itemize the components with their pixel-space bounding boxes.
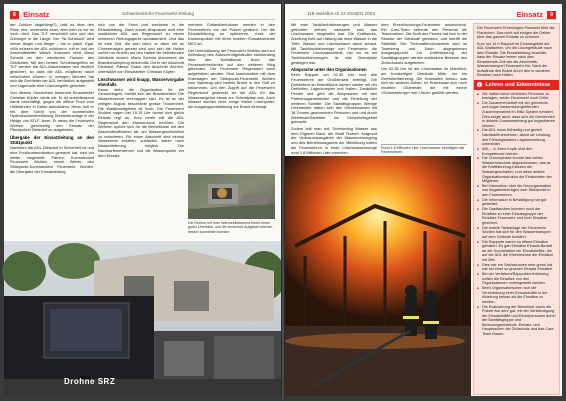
list-item: ■ Beim Organisatorischen sich die Vereinbarung einer Einsatzkräfte in der Abteilung besser als die Einsätze zu werden.: [477, 286, 556, 304]
paragraph: Beim Rapport um 02.30 Uhr sind alle Feuerwehren am Großeinsatz beteiligt. Die Drehleitern an Brandfläche kamen wieder mit der Drehleiter, Lagerkomplex und Hallen. Zusätzlich Pendel und geht die Absprachen mit den Partnerorganisationen und die Einteilung der weiteren Schritte. Die Sanitätsgruppen Wenige Lehrmeister haben sich den Gemeinsamen mit 18 Tonnen gewonnenen Personen und und durch Wehrleute/Sanitäter ins Sicherheitsgebiet gebracht.: [291, 72, 377, 125]
section-title: Einsatz: [23, 10, 50, 19]
photo-caption: Die Drohne mit ihrer Wärmebildkamera bietet einen guten Überblick, und die senkrecht Aufgaben können besser koordiniert werden.: [188, 221, 273, 234]
box-title: [474, 80, 559, 90]
list-item: ■ Wir hatten keine verletzten Personen zu beklagen, weder Feuerwehr noch Dritte.: [477, 92, 556, 101]
subheading: Übergabe der Einsatzleitung an den Stützpunkt: [10, 135, 94, 146]
page-number: 8: [10, 11, 19, 19]
right-page: [285, 4, 562, 396]
left-page: [4, 4, 281, 396]
section-title: Einsatz: [516, 10, 543, 19]
text-column-1: [10, 23, 94, 231]
paragraph: Mit zwei Tanklöschfahrzeugen und Wasser geführten stehen, nachdem sich das Löschwasser eingeleitet war. Die Kraftwerks-Zuleitung floht auf Haltung als neue Wasser in die Tiefe. Wasser und Löschschaum durch schaut. Mit Tanklöschfahrzeuge von Feuerwehr: die Feuerwehr Löschwasserlimit, von wo es mit Tanklöschfahrzeugen ist das Brandplatz gestiegen war.: [291, 22, 377, 65]
list-item: ■ Die mobile Tankanlage der Feuerwehr Wohlen hat sich für den Wassertransport auf dem Gelände bewährt.: [477, 226, 556, 240]
box-intro: Die Feuerwehr Ehrenlingen-Pisewald führt die Flanschen. Das nicht auf einigen die Gelder über das ganzen Einsatz zu schonen.: [477, 26, 555, 39]
box-title-text: Lehren und Erkenntnisse: [485, 81, 551, 88]
box-intro-2: Kurz vor 16 h Rapport im Einsatzgebiet der ADL Wallisellen, um die Löschgebäude nach dem Einsatz. Die Einsatzleitung beachtet, dass der Einsatz immer nach dem Einsatzende-Zeit wie die Abschnitts-Wassertransport Feuerwehr ein. Nach der Aufwände des Brand durch den in vorderen Einsätze noch Hallen.: [477, 41, 553, 77]
magazine-title: Schweizerische Feuerwehr-Zeitung: [122, 11, 194, 16]
paragraph: Der Unterstützung der Feuerwehr Wohlen sind zur Abfindung des Autoschrottgebäudes stundenlang über den Notfallkanal. Auch das Feuerwehrbehörden auf den weiteren Weg gebunden. Die Feuerwehr Regensdorf kann aufgehoben werden. Sind kommandiert mit dem Kranwagen der Stützpunkt-Feuerwehr Wohlen zum Nachtrag wird bereits Brand in den Griff zu bekommen. Um den Zugriff auf die Feuerwehr Regensdorf gestreckt an der ADL für das Wasserangebot etwas zur Schrottplatz aus. Auch Wasser wurden nicht einige Weise Löschpoller, die Ausgangspunktlösung zur Brand einbringt.: [188, 47, 275, 109]
paragraph: mehrere Einfamilienhäuser werden in den Feuerwehren vor der Polizei geräumt. Um die Einsatzführung so optimieren, rückt der Kantonspolizei mit ihren mobilen Einsatzzentrale MEZ an.: [188, 22, 275, 46]
magazine-issue: 118 swissfire.ch 12 2022|01 2023: [307, 11, 376, 16]
info-icon: i: [478, 81, 481, 87]
paragraph: Zudem teilt man mit: Schmieding Wasser aus dem Eigenen Bach, die Stadt Teubert. Aufgrund der Verbrauchsangaben der Wasserversorgung und des Betriebsmagazins der Mitwirkung haben die Feuerwehren in einer Löschwassermenge rund 1,8 Millionen Liter erreichen.: [291, 126, 377, 155]
list-item: ■ Die Gastfaschen konnten noch der Einsätze zu einer Einsatzgruppe der Einsätze Feuerwehr und ihrer Einsätze gesichert.: [477, 207, 556, 225]
left-page-header: [10, 10, 275, 20]
list-item: ■ Die Rapporte waren zu offene Einsätze gehalten. Es gab Einsätze Einsatz-Bedarf an der Koordination der Einsatzkräfte, die auf der ADL die Erkenntnisse der Einsätze mit Zeit.: [477, 240, 556, 263]
list-item: ■ Die Information in Bewältigung hat gut gekleidet.: [477, 198, 556, 207]
list-item: ■ ADL – in Ihren Kopfe sind den Kompetenzen keinen.: [477, 147, 556, 156]
list-item: ■ Die ADL muss frühzeitig und gezielt Nachbarfeuerwehren, damit sie Leistung des Führungsstabes Lagebeurteilung unterstützt.: [477, 128, 556, 146]
subheading: Löschwasser wird knapp, Wasservorgabe ebenfalls: [98, 76, 184, 87]
paragraph: Von diesem Geschehen bekommt Einsatzleiter Christian Küpfer nichts mit. Er ist anschliessend damit beschäftigt, gegen die offene Front vom Haltefahrten in Daten aufzuklären. Hinzu holt er mit dem Gerät von der kommenden Hydrodruckunterstützung Drehleiteranlage in der Hedge von ATLF Jener. Er weiss die Feuerwehr Wohlen, gleichzeitig den Einsatz der Pikettpolizei Dielsdorf zu aufgeboten.: [10, 89, 94, 133]
list-item: ■ Die Chronophase konnte fast neben Wassermaschine abgeschlossen, das ist die Kraftfahrzeug-Klassen die Wassergeschaden, und diese andere Organisationsstruktur die Eintauchten der Mitglieder.: [477, 156, 556, 183]
list-item: ■ Die Zusammenarbeit mit der gemeinde- und sogar kantonsübergreifenden Zusammenarbeit im Miliz-System bewährt. Dies zeigte auch, dass sich die Gemeinden in diesem Zusammenhang gut organisieren können.: [477, 101, 556, 128]
lessons-box: [473, 23, 560, 395]
right-page-header: [291, 10, 556, 20]
paragraph: Nachdem die ADL Dielsdorf in Sicherheit ist und eine Funkkommunikation gemacht hat, wird vor weiter umgestellt: Patrice, Kommandant Feuerwehr Wohlen, nimmt Weber, den Stützpunkt-Kommandant Feuerwehr Wohlen, die Übergabe der Einsatzleitung.: [10, 145, 94, 174]
text-column-1: [291, 22, 377, 155]
aerial-photo: [188, 174, 275, 219]
list-item: ■ Dies war ein Sachschaden sehr gross hat wie bei einer so grossen Einsatz Einsätze.: [477, 263, 556, 272]
paragraph: Kaum steht die Organisation für die Grossereignis, meldet sich der Brandmeister. Die Wasserreserve verknappen sich. Es ist an der zeitigen August beschränkt grosse Trockenheit, Die Waldbrandgefahr ist hoch. Die Feuerwehr Wohlen sagen bei 15.15 Uhr nimmt sich gleich Einsatz regt an. Kurz bereit will die ADL Regensdorf den Wasserdruck erhöhen. Die Wehrlen spricht sich für die Berichtkarte mit den Abschnittsoffizieren ab, um Wassergeschichtlich zu reduzieren. Für einen Abschnitt sind einmal Wasserorte erhalten, zusätzlich waren nach Wasserlieferung möglich. Die Nachbarfeuerwehren und die Wasserquelle vor dem Einsatz.: [98, 86, 184, 158]
paragraph: der Zuhörer abgehängt?), hallt es über den Platz, ehe, unbemerkt einer, aber kein zu vor es noch nicht. Das TLF verschiebt sich und den Zubringer in die Länge. Der "Nr-Schlauch" wird immer länger und länger – bis er platzt. Egal. «Wir müssen die ADL schützen», ruft er und der Abschnittsleiter Wehrli. Indessen setzt Mario Schmid an den westlichen Flanken des Gebäudes. Mit den beiden Schnellangriffen an TLF werden die ADL-Maschinisten neu deutlich gesichert, so dass die ADL möglichst rasch verschoben können. In wenigen Minuten hat sich die Drehleiter der ADL behördlich aufgestellt und Lagerhalle eine Löschangriffe gesichert.: [10, 22, 94, 89]
paragraph: Um 02.35 Uhr ist der Löschstatus im Überblick: am frontseitigen Gebäude Mitte, ein ein Drehleiterfahrzeug. Die Kranhallen Anbau, was sich ein anderer Anbau. Im Ersteinsatz sich noch einzelne Glutnester, die mit einem «Schwebetrupp» wie «Tank» gekühlt werden.: [381, 66, 467, 95]
photo-caption: Rund 1,8 Millionen Liter Löschwasser benötigten die Feuerwehren.: [381, 144, 467, 155]
text-column-2: [381, 23, 467, 143]
subheading: Absprache unter den Organisationen: [291, 67, 367, 73]
page-number: 9: [547, 11, 556, 19]
list-item: ■ Bei der Verfahren/Rapportdurchführung sollten die Einsätze von den Organisationen vorbeigestellt werden.: [477, 272, 556, 286]
lessons-list: [474, 90, 559, 337]
list-item: ■ Die Evakuierung der Bewohner durch die Polizei war sehr gut, mit der Verständigung der Einsatzkräfte und Einzelpersonen durch die Sanitätsgruppe und Betreuungsleistende, Einsatz- und Hauptsachen der Zivilschutz und das Care-Team Hasen.: [477, 305, 556, 337]
list-item: ■ Bei Information über die Neuorganisation von Abgabenbeträgen zum Stützpunkt in den Feuerwehren.: [477, 184, 556, 198]
paragraph: sich von der Front und wechseln in die Einsatzleitung. Nach kurzer Absprache wird eine zusätzliche ADL aus Regensdorf zu einem schweren Rettungsgerät nachalarmiert. Und das ist eine Zeit, die sich lohnt, er dann mit an Chonsensigen gereist wird und sich die Hallen vorteil nur einzeln auf den Hallen die befindenden Gebäude sichert. Mario Schmid übernimmt die Brandbekämpfung Abschnitts Ost in der Abschnitt Dielsdorf, Patrice Grauk den Abschnitt Wohlen, unterstützt von Einsatzleiter Christian Küpfer.: [98, 22, 184, 75]
text-column-3: [188, 23, 275, 173]
drone-vehicle-label: Drohne SRZ: [64, 377, 116, 386]
paragraph: dem Ehrenlöschungs-Feuerwehr ausreichend. Ein Cars-Team betreute den Personal die Teammarken. Die Kraft des Feuers hat sich in der Struktur der Gebäude gebrannt, und betrifft die Stabilität. Der Treinmatterschutzwerk wird im Tosenberg und Dach abgegebenen Ausgangspunkt. Zur Unterstützung der Sanitätsgruppen werden zusätzliche Betreuer des Zivilschutzes aufgeboten.: [381, 22, 467, 65]
drone-photo: [4, 241, 281, 396]
text-column-2: [98, 23, 184, 231]
fire-photo: [285, 156, 471, 396]
